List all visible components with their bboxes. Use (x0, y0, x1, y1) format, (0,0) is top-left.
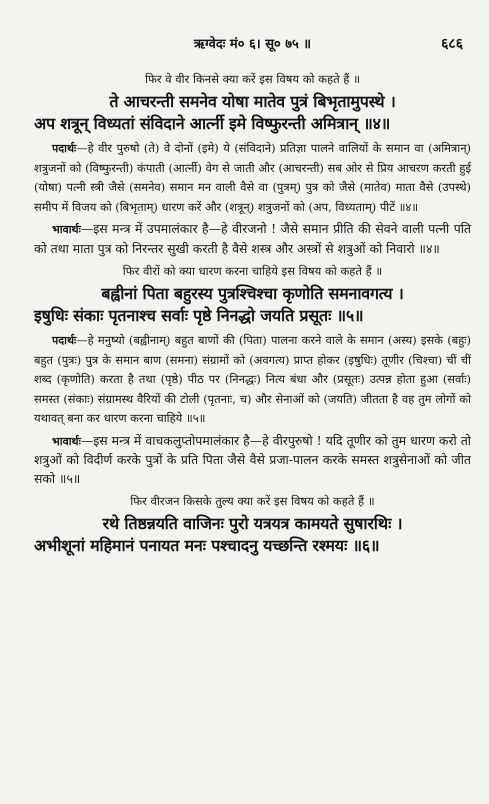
section-intro: फिर वीरजन किसके तुल्य क्या करें इस विषय को कहते हैं ॥ (130, 494, 375, 508)
verse-line: अप शत्रून् विध्यतां संविदाने आर्त्नी इमे विष्फुरन्ती अमित्रान् ॥४॥ (34, 114, 391, 133)
gloss-text: —हे वीर पुरुषो (ते) वे दोनों (इमे) ये (संविदाने) प्रतिज्ञा पालने वालियों के समान वा (अमित्रान्) शत्रुजनों को (विष्फुरन्ती) कंपाती (आर्त्नी) वेग से जाती और (आचरन्ती) सब ओर से प्रिय आचरण करती हुई (योषा) पत्नी स्त्री जैसे (समनेव) समान मन वाली वैसे वा (पुत्रम्) पुत्र को जैसे (मातेव) माता वैसे (उपस्थे) समीप में विजय को (बिभृताम्) धारण करें और (शत्रून्) शत्रुजनों को (अप, विध्यताम्) पीटें ॥४॥ (34, 141, 471, 214)
word-meaning (34, 139, 471, 217)
verse-line: अभीशूनां महिमानं पनायत मनः पश्चादनु यच्छन्ति रश्मयः ॥६॥ (34, 536, 380, 555)
verse-line: बह्वीनां पिता बहुरस्य पुत्रश्चिश्चा कृणोति समनावगत्य । (101, 284, 404, 303)
verse-line: इषुधिः संकाः पृतनाश्च सर्वाः पृष्ठे निनद्धो जयति प्रसूतः ॥५॥ (34, 306, 364, 325)
gloss-text: —हे मनुष्यो (बह्वीनाम्) बहुत बाणों की (पिता) पालना करने वाले के समान (अस्य) इसके (बहुः) बहुत (पुत्रः) पुत्र के समान बाण (समना) संग्रामों को (अवगत्य) प्राप्त होकर (इषुधिः) तूणीर (चिश्चा) चीं चीं शब्द (कृणोति) करता है तथा (पृष्ठे) पीठ पर (निनद्धः) नित्य बंधा और (प्रसूतः) उत्पन्न होता हुआ (सर्वाः) समस्त (संकाः) संग्रामस्थ वैरियों की टोली (पृतनाः, च) और सेनाओं को (जयति) जीतता है वह तुम लोगों को यथावत् बना कर धारण करना चाहिये ॥५॥ (34, 333, 471, 425)
page-number: ६८६ (441, 36, 463, 52)
page-body (34, 70, 471, 557)
verse-purport (34, 432, 471, 489)
verse-line: ते आचरन्ती समनेव योषा मातेव पुत्रं बिभृतामुपस्थे । (109, 92, 396, 111)
bhava-label: भावार्थः (52, 434, 81, 448)
running-head: ऋग्वेदः मं० ६। सू० ७५ ॥ (193, 37, 312, 52)
page-header (34, 34, 471, 54)
gloss-label: पदार्थः (52, 334, 77, 347)
gloss-label: पदार्थः (52, 142, 77, 155)
verse-purport (34, 220, 471, 258)
bhava-text: —इस मन्त्र में वाचकलुप्तोपमालंकार है—हे वीरपुरुषो ! यदि तूणीर को तुम धारण करो तो शत्रुओं को विदीर्ण करके पुत्रों के प्रति पिता जैसे वैसे प्रजा-पालन करके समस्त शत्रुसेनाओं को जीत सको ॥५॥ (34, 432, 471, 486)
bhava-label: भावार्थः (52, 223, 81, 236)
bhava-text: —इस मन्त्र में उपमालंकार है—हे वीरजनो ! जैसे समान प्रीति की सेवने वाली पत्नी पति को तथा माता पुत्र को निरन्तर सुखी करती है वैसे शस्त्र और अस्त्रों से शत्रुओं को निवारो ॥४॥ (34, 221, 471, 256)
verse-line: रथे तिष्ठन्नयति वाजिनः पुरो यत्रयत्र कामयते सुषारथिः । (102, 514, 403, 533)
section-intro: फिर वीरों को क्या धारण करना चाहिये इस विषय को कहते हैं ॥ (122, 264, 383, 278)
word-meaning (34, 331, 471, 429)
section-intro: फिर वे वीर किनसे क्या करें इस विषय को कहते हैं ॥ (145, 72, 360, 86)
